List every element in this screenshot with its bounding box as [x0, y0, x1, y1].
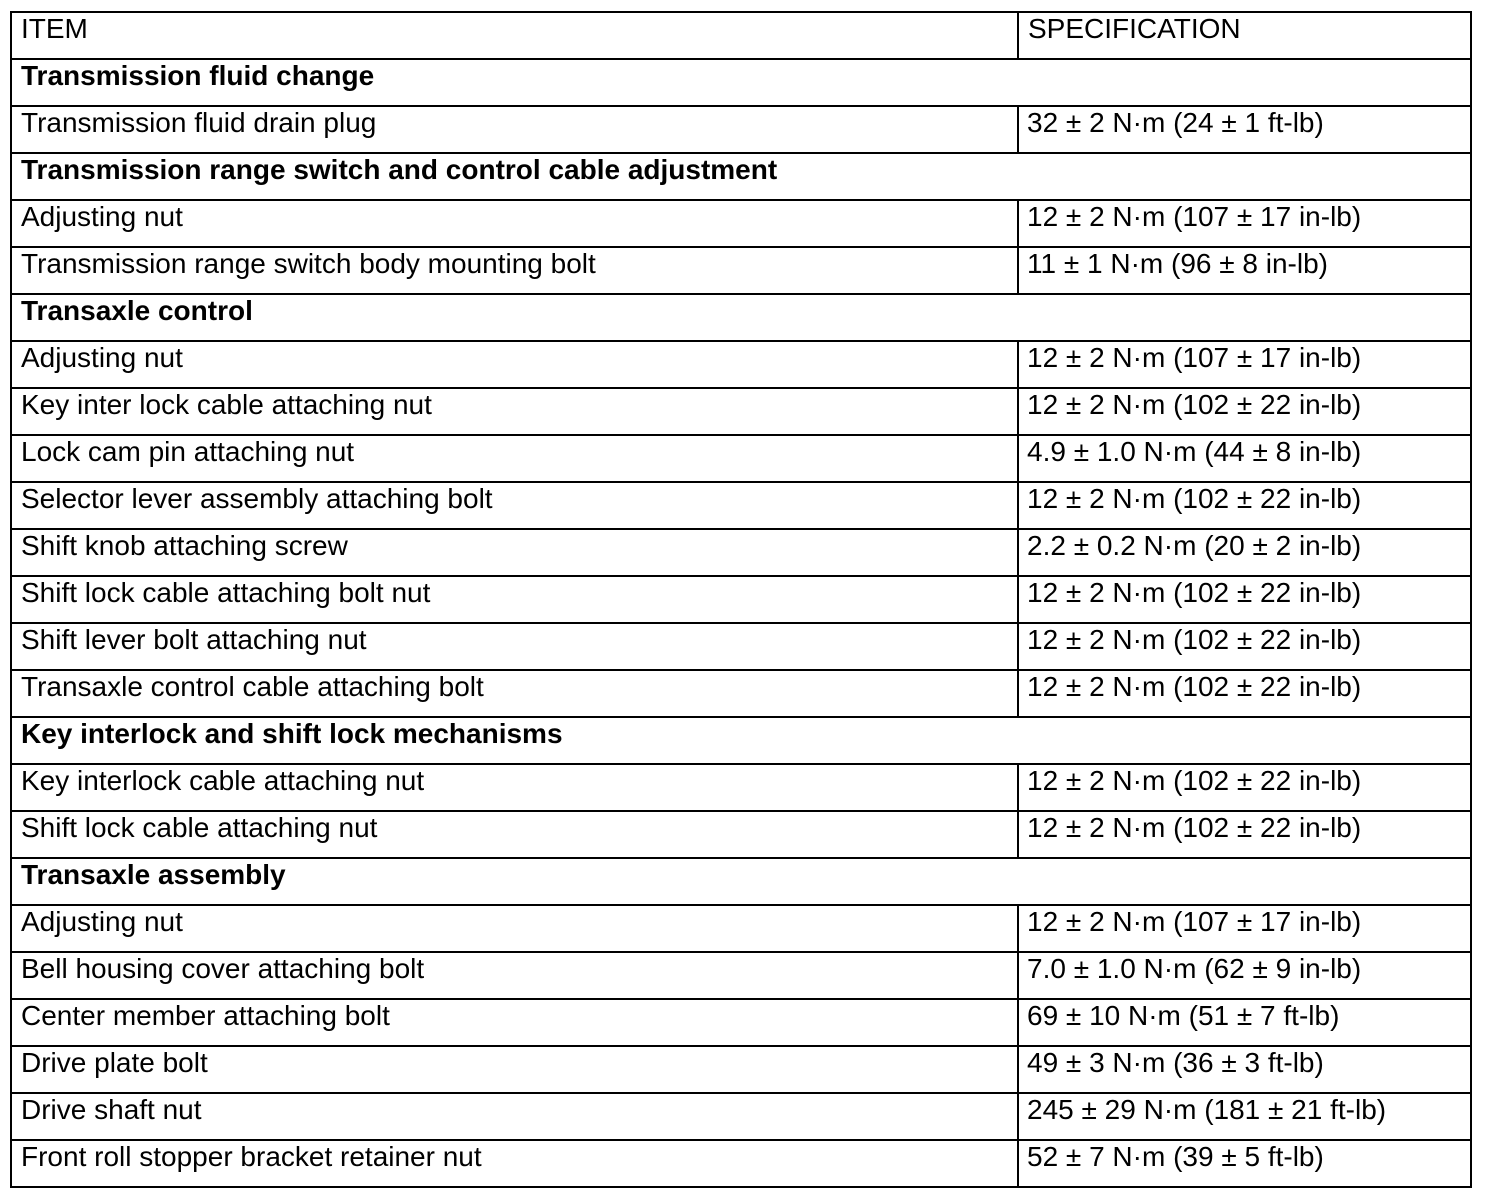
section-header-row — [11, 717, 1471, 764]
specification-cell: 12 ± 2 N·m (102 ± 22 in-lb) — [1018, 811, 1471, 858]
item-cell: Transaxle control cable attaching bolt — [11, 670, 1018, 717]
specification-cell: 245 ± 29 N·m (181 ± 21 ft-lb) — [1018, 1093, 1471, 1140]
table-row — [11, 576, 1471, 623]
item-cell: Key inter lock cable attaching nut — [11, 388, 1018, 435]
table-row — [11, 388, 1471, 435]
specification-cell: 12 ± 2 N·m (107 ± 17 in-lb) — [1018, 200, 1471, 247]
specification-cell: 7.0 ± 1.0 N·m (62 ± 9 in-lb) — [1018, 952, 1471, 999]
table-row — [11, 905, 1471, 952]
table-row — [11, 435, 1471, 482]
specification-cell: 12 ± 2 N·m (102 ± 22 in-lb) — [1018, 482, 1471, 529]
table-row — [11, 811, 1471, 858]
section-title: Transmission range switch and control cable adjustment — [11, 153, 1471, 200]
table-row — [11, 482, 1471, 529]
specification-cell: 11 ± 1 N·m (96 ± 8 in-lb) — [1018, 247, 1471, 294]
item-cell: Drive shaft nut — [11, 1093, 1018, 1140]
specification-cell: 12 ± 2 N·m (107 ± 17 in-lb) — [1018, 905, 1471, 952]
item-cell: Shift lock cable attaching nut — [11, 811, 1018, 858]
table-row — [11, 106, 1471, 153]
specification-cell: 12 ± 2 N·m (102 ± 22 in-lb) — [1018, 670, 1471, 717]
table-row — [11, 999, 1471, 1046]
item-cell: Shift knob attaching screw — [11, 529, 1018, 576]
item-cell: Front roll stopper bracket retainer nut — [11, 1140, 1018, 1187]
item-cell: Bell housing cover attaching bolt — [11, 952, 1018, 999]
item-cell: Transmission range switch body mounting bolt — [11, 247, 1018, 294]
item-cell: Drive plate bolt — [11, 1046, 1018, 1093]
table-row — [11, 623, 1471, 670]
item-cell: Shift lock cable attaching bolt nut — [11, 576, 1018, 623]
torque-spec-table — [10, 11, 1472, 1188]
specification-cell: 12 ± 2 N·m (102 ± 22 in-lb) — [1018, 388, 1471, 435]
specification-cell: 12 ± 2 N·m (102 ± 22 in-lb) — [1018, 623, 1471, 670]
table-body — [11, 59, 1471, 1187]
table-row — [11, 764, 1471, 811]
specification-cell: 52 ± 7 N·m (39 ± 5 ft-lb) — [1018, 1140, 1471, 1187]
item-cell: Key interlock cable attaching nut — [11, 764, 1018, 811]
table-row — [11, 1140, 1471, 1187]
table-row — [11, 247, 1471, 294]
item-cell: Center member attaching bolt — [11, 999, 1018, 1046]
item-cell: Lock cam pin attaching nut — [11, 435, 1018, 482]
section-header-row — [11, 153, 1471, 200]
specification-cell: 12 ± 2 N·m (107 ± 17 in-lb) — [1018, 341, 1471, 388]
section-title: Transaxle assembly — [11, 858, 1471, 905]
specification-cell: 12 ± 2 N·m (102 ± 22 in-lb) — [1018, 576, 1471, 623]
table-row — [11, 200, 1471, 247]
specification-cell: 4.9 ± 1.0 N·m (44 ± 8 in-lb) — [1018, 435, 1471, 482]
specification-cell: 32 ± 2 N·m (24 ± 1 ft-lb) — [1018, 106, 1471, 153]
item-cell: Transmission fluid drain plug — [11, 106, 1018, 153]
specification-cell: 2.2 ± 0.2 N·m (20 ± 2 in-lb) — [1018, 529, 1471, 576]
table-row — [11, 952, 1471, 999]
specification-cell: 49 ± 3 N·m (36 ± 3 ft-lb) — [1018, 1046, 1471, 1093]
column-header-item: ITEM — [11, 12, 1018, 59]
table-row — [11, 341, 1471, 388]
table-header-row — [11, 12, 1471, 59]
item-cell: Adjusting nut — [11, 341, 1018, 388]
item-cell: Shift lever bolt attaching nut — [11, 623, 1018, 670]
table-row — [11, 529, 1471, 576]
section-header-row — [11, 858, 1471, 905]
table-row — [11, 1046, 1471, 1093]
table-row — [11, 1093, 1471, 1140]
item-cell: Adjusting nut — [11, 905, 1018, 952]
section-header-row — [11, 294, 1471, 341]
section-title: Transmission fluid change — [11, 59, 1471, 106]
item-cell: Selector lever assembly attaching bolt — [11, 482, 1018, 529]
item-cell: Adjusting nut — [11, 200, 1018, 247]
specification-cell: 12 ± 2 N·m (102 ± 22 in-lb) — [1018, 764, 1471, 811]
section-title: Transaxle control — [11, 294, 1471, 341]
section-header-row — [11, 59, 1471, 106]
specification-cell: 69 ± 10 N·m (51 ± 7 ft-lb) — [1018, 999, 1471, 1046]
section-title: Key interlock and shift lock mechanisms — [11, 717, 1471, 764]
column-header-specification: SPECIFICATION — [1018, 12, 1471, 59]
table-row — [11, 670, 1471, 717]
